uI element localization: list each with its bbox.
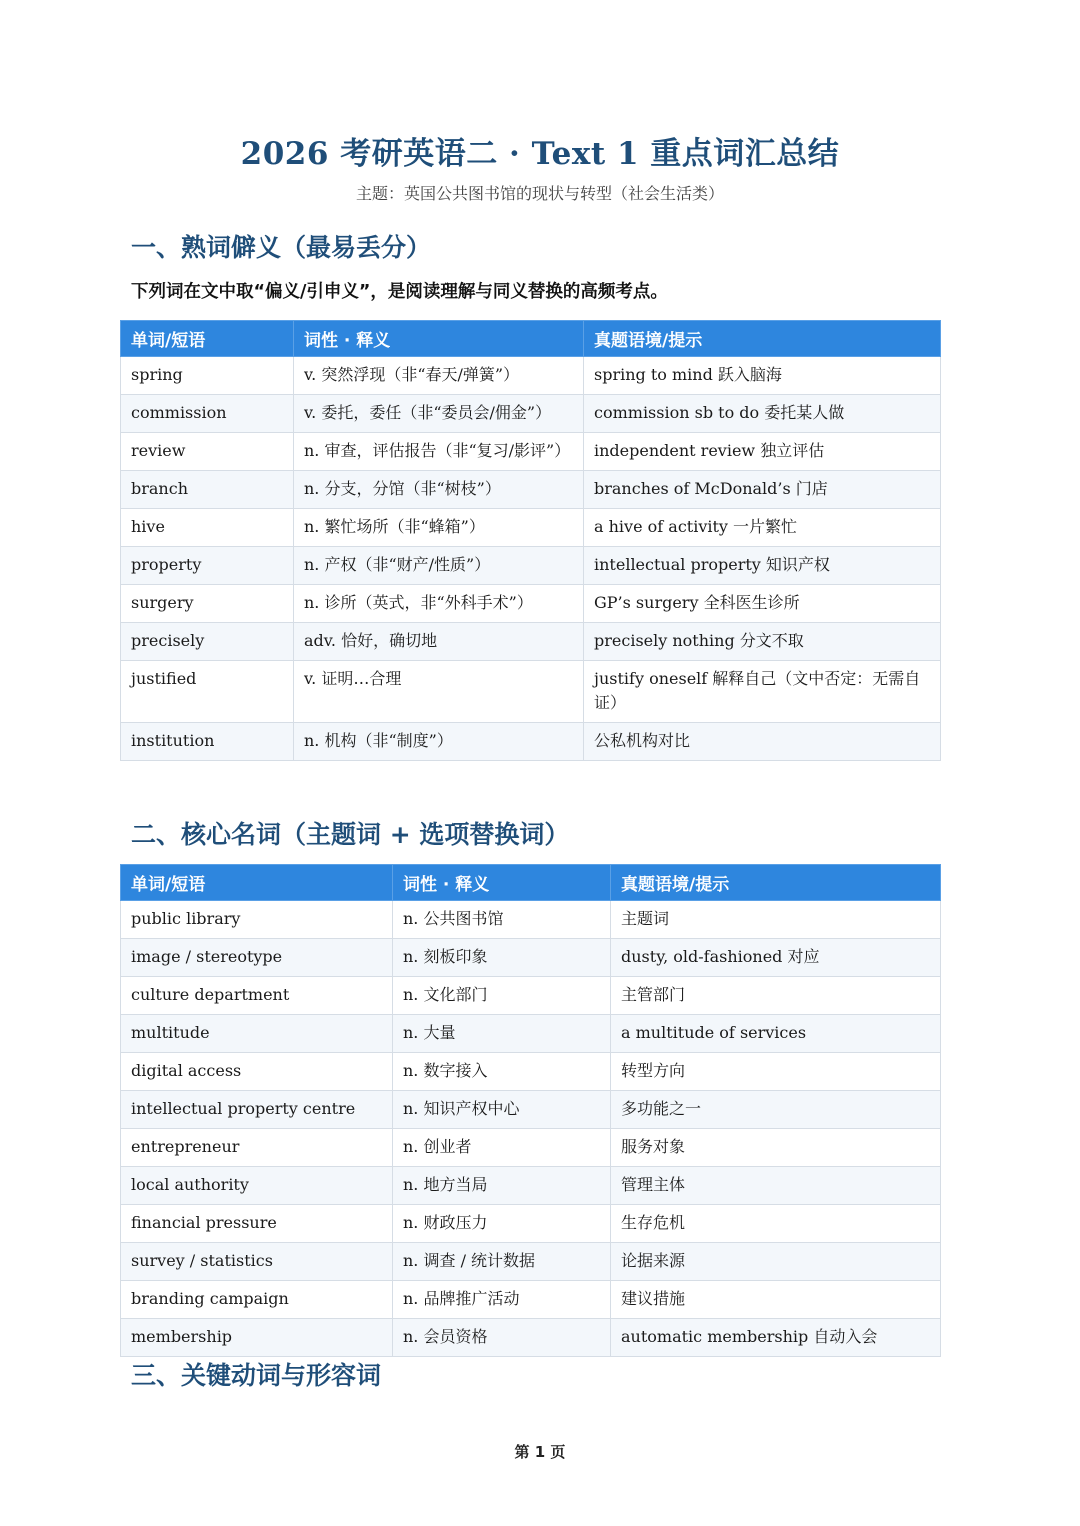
meaning-cell: n. 知识产权中心 [393, 1091, 611, 1129]
table-row [121, 977, 941, 1015]
word-cell: branding campaign [121, 1281, 393, 1319]
context-cell: dusty, old-fashioned 对应 [611, 939, 941, 977]
table-row [121, 939, 941, 977]
word-cell: public library [121, 901, 393, 939]
page-title: 2026 考研英语二 · Text 1 重点词汇总结 [240, 136, 840, 172]
context-cell: intellectual property 知识产权 [584, 547, 941, 585]
meaning-cell: n. 调查 / 统计数据 [393, 1243, 611, 1281]
word-cell: intellectual property centre [121, 1091, 393, 1129]
word-cell: property [121, 547, 294, 585]
meaning-cell: n. 数字接入 [393, 1053, 611, 1091]
header-meaning: 词性 · 释义 [294, 321, 584, 357]
word-cell: precisely [121, 623, 294, 661]
table-row [121, 585, 941, 623]
header-context: 真题语境/提示 [584, 321, 941, 357]
context-cell: independent review 独立评估 [584, 433, 941, 471]
context-cell: 主题词 [611, 901, 941, 939]
table-row [121, 901, 941, 939]
context-cell: GP’s surgery 全科医生诊所 [584, 585, 941, 623]
meaning-cell: v. 委托，委任（非“委员会/佣金”） [294, 395, 584, 433]
meaning-cell: v. 证明…合理 [294, 661, 584, 723]
context-cell: 转型方向 [611, 1053, 941, 1091]
table-row [121, 1243, 941, 1281]
context-cell: 服务对象 [611, 1129, 941, 1167]
word-cell: hive [121, 509, 294, 547]
meaning-cell: v. 突然浮现（非“春天/弹簧”） [294, 357, 584, 395]
header-meaning: 词性 · 释义 [393, 865, 611, 901]
meaning-cell: n. 诊所（英式，非“外科手术”） [294, 585, 584, 623]
word-cell: multitude [121, 1015, 393, 1053]
vocab-table-2 [120, 864, 941, 1357]
meaning-cell: n. 机构（非“制度”） [294, 723, 584, 761]
meaning-cell: n. 创业者 [393, 1129, 611, 1167]
table-row [121, 723, 941, 761]
section-heading-3: 三、关键动词与形容词 [131, 1361, 382, 1390]
meaning-cell: n. 大量 [393, 1015, 611, 1053]
table-row [121, 623, 941, 661]
meaning-cell: n. 文化部门 [393, 977, 611, 1015]
page-subtitle: 主题：英国公共图书馆的现状与转型（社会生活类） [355, 184, 724, 203]
word-cell: branch [121, 471, 294, 509]
table-row [121, 1281, 941, 1319]
table-row [121, 509, 941, 547]
word-cell: survey / statistics [121, 1243, 393, 1281]
meaning-cell: n. 公共图书馆 [393, 901, 611, 939]
word-cell: spring [121, 357, 294, 395]
meaning-cell: adv. 恰好，确切地 [294, 623, 584, 661]
context-cell: 主管部门 [611, 977, 941, 1015]
meaning-cell: n. 会员资格 [393, 1319, 611, 1357]
meaning-cell: n. 繁忙场所（非“蜂箱”） [294, 509, 584, 547]
meaning-cell: n. 刻板印象 [393, 939, 611, 977]
table-row [121, 471, 941, 509]
table-row [121, 547, 941, 585]
table-header-row [121, 321, 941, 357]
table-row [121, 1053, 941, 1091]
context-cell: spring to mind 跃入脑海 [584, 357, 941, 395]
meaning-cell: n. 财政压力 [393, 1205, 611, 1243]
context-cell: 论据来源 [611, 1243, 941, 1281]
meaning-cell: n. 产权（非“财产/性质”） [294, 547, 584, 585]
context-cell: 管理主体 [611, 1167, 941, 1205]
section-intro: 下列词在文中取“偏义/引申义”，是阅读理解与同义替换的高频考点。 [131, 282, 668, 302]
meaning-cell: n. 分支，分馆（非“树枝”） [294, 471, 584, 509]
context-cell: justify oneself 解释自己（文中否定：无需自证） [584, 661, 941, 723]
table-row [121, 433, 941, 471]
header-word: 单词/短语 [121, 865, 393, 901]
word-cell: local authority [121, 1167, 393, 1205]
table-row [121, 357, 941, 395]
word-cell: financial pressure [121, 1205, 393, 1243]
meaning-cell: n. 审查，评估报告（非“复习/影评”） [294, 433, 584, 471]
section-heading-1: 一、熟词僻义（最易丢分） [131, 233, 432, 262]
table-header-row [121, 865, 941, 901]
table-row [121, 1015, 941, 1053]
context-cell: commission sb to do 委托某人做 [584, 395, 941, 433]
word-cell: digital access [121, 1053, 393, 1091]
word-cell: surgery [121, 585, 294, 623]
table-row [121, 1129, 941, 1167]
table-row [121, 1167, 941, 1205]
context-cell: a hive of activity 一片繁忙 [584, 509, 941, 547]
context-cell: 公私机构对比 [584, 723, 941, 761]
word-cell: culture department [121, 977, 393, 1015]
word-cell: institution [121, 723, 294, 761]
word-cell: justified [121, 661, 294, 723]
context-cell: 生存危机 [611, 1205, 941, 1243]
word-cell: entrepreneur [121, 1129, 393, 1167]
word-cell: membership [121, 1319, 393, 1357]
header-word: 单词/短语 [121, 321, 294, 357]
meaning-cell: n. 品牌推广活动 [393, 1281, 611, 1319]
context-cell: precisely nothing 分文不取 [584, 623, 941, 661]
table-row [121, 395, 941, 433]
vocab-table-1 [120, 320, 941, 761]
context-cell: a multitude of services [611, 1015, 941, 1053]
context-cell: 多功能之一 [611, 1091, 941, 1129]
header-context: 真题语境/提示 [611, 865, 941, 901]
word-cell: commission [121, 395, 294, 433]
word-cell: image / stereotype [121, 939, 393, 977]
table-row [121, 1205, 941, 1243]
table-row [121, 1319, 941, 1357]
context-cell: 建议措施 [611, 1281, 941, 1319]
meaning-cell: n. 地方当局 [393, 1167, 611, 1205]
word-cell: review [121, 433, 294, 471]
table-row [121, 1091, 941, 1129]
page-number: 第 1 页 [514, 1443, 566, 1461]
context-cell: branches of McDonald’s 门店 [584, 471, 941, 509]
table-row [121, 661, 941, 723]
context-cell: automatic membership 自动入会 [611, 1319, 941, 1357]
section-heading-2: 二、核心名词（主题词 + 选项替换词） [131, 820, 570, 849]
